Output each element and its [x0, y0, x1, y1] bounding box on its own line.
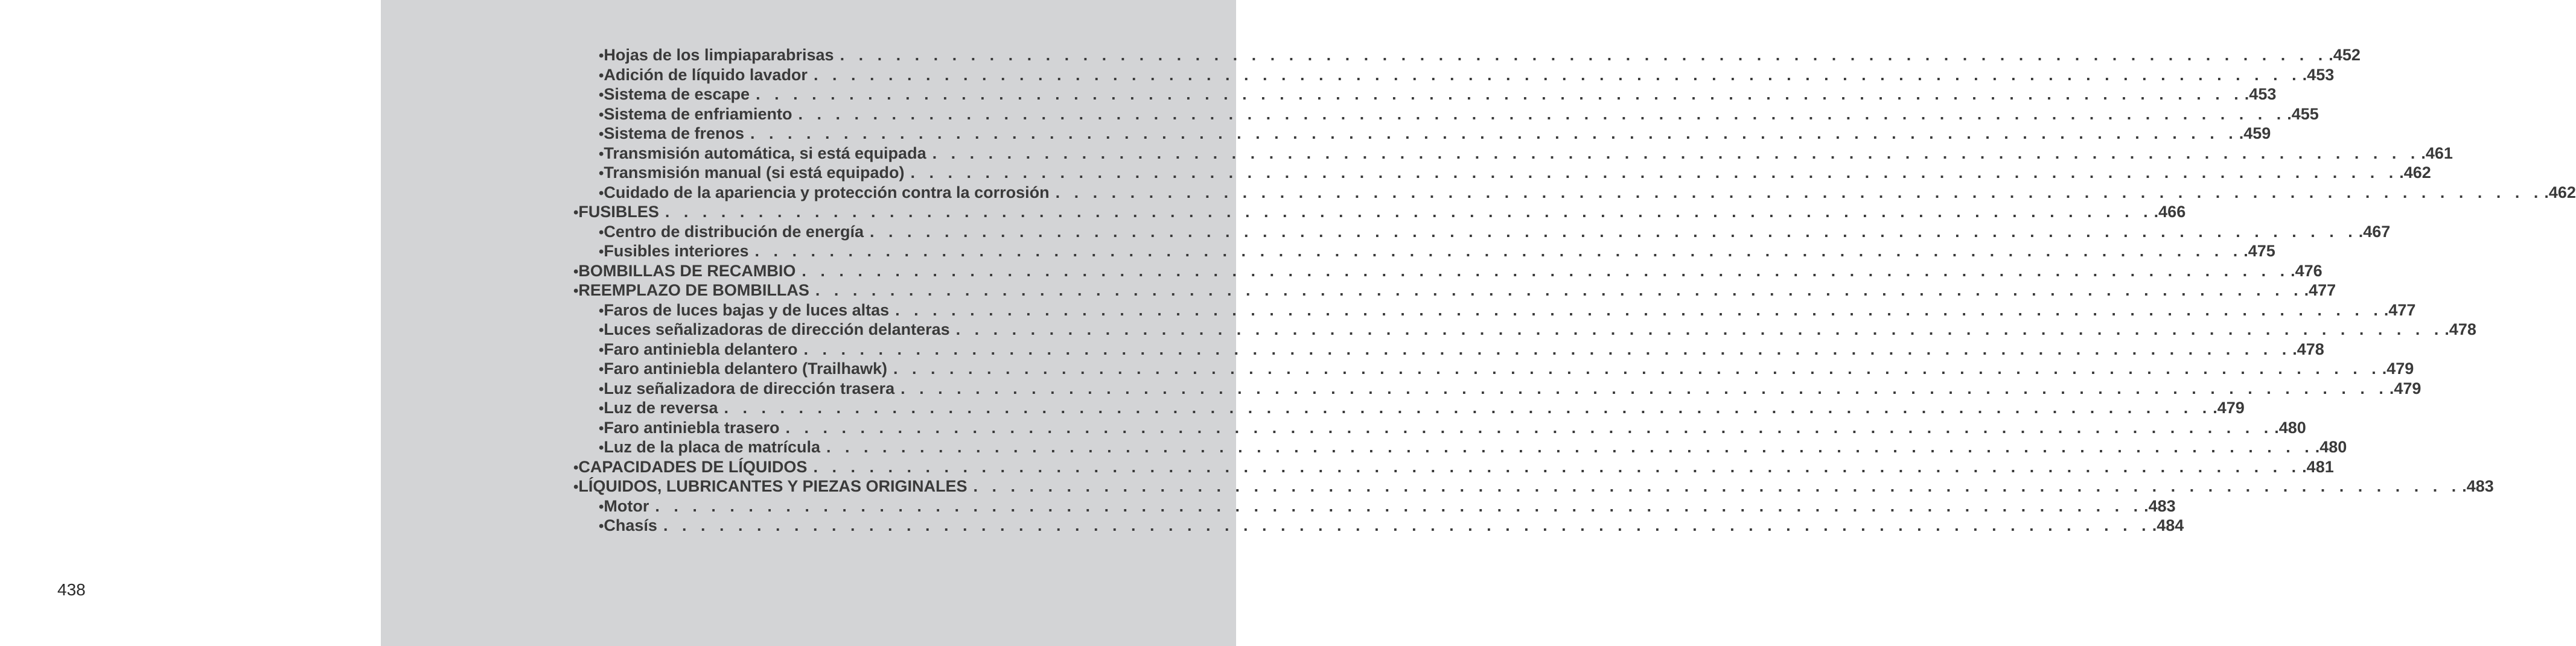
toc-entry[interactable] — [573, 222, 2391, 242]
toc-entry[interactable] — [573, 183, 2576, 203]
toc-entry[interactable] — [573, 457, 2334, 477]
toc-entry-label: Luz de la placa de matrícula — [604, 438, 821, 456]
toc-entry-line — [599, 398, 2245, 418]
dot-leader: . . . . . . . . . . . . . . . . . . . . . . . . . . . . . . . . . . . . . . . . . . . . . . . . . . . . . . . . . . . . . . . . . . . . . . . . . . . . . . . . — [665, 203, 2153, 221]
toc-entry-page: .479 — [2389, 379, 2421, 397]
toc-entry-label: Sistema de enfriamiento — [604, 104, 792, 123]
bullet-icon: • — [599, 224, 604, 241]
toc-entry-page: .462 — [2399, 163, 2431, 182]
toc-entry-label: Faro antiniebla delantero (Trailhawk) — [604, 359, 888, 378]
toc-entry-line — [599, 379, 2421, 399]
toc-entry-line — [599, 496, 2176, 516]
dot-leader: . . . . . . . . . . . . . . . . . . . . . . . . . . . . . . . . . . . . . . . . . . . . . . . . . . . . . . . . . . . . . . . . . . . . . . . . . . . . . . . . — [869, 222, 2358, 241]
toc-entry-page: .462 — [2544, 183, 2576, 201]
toc-entry-line — [599, 65, 2335, 85]
toc-entry-label: REEMPLAZO DE BOMBILLAS — [578, 281, 809, 299]
toc-entry-label: Adición de líquido lavador — [604, 65, 808, 84]
bullet-icon: • — [573, 283, 579, 299]
toc-entry-line — [573, 261, 2323, 281]
toc-entry[interactable] — [573, 477, 2494, 496]
toc-entry-page: .477 — [2383, 300, 2416, 319]
dot-leader: . . . . . . . . . . . . . . . . . . . . . . . . . . . . . . . . . . . . . . . . . . . . . . . . . . . . . . . . . . . . . . . . . . . . . . . . . . . . . . . . — [754, 242, 2243, 260]
dot-leader: . . . . . . . . . . . . . . . . . . . . . . . . . . . . . . . . . . . . . . . . . . . . . . . . . . . . . . . . . . . . . . . . . . . . . . . . . . . . . . . . — [802, 261, 2290, 280]
toc-entry[interactable] — [573, 437, 2347, 457]
toc-entry-page: .476 — [2291, 261, 2323, 280]
bullet-icon: • — [599, 498, 604, 515]
dot-leader: . . . . . . . . . . . . . . . . . . . . . . . . . . . . . . . . . . . . . . . . . . . . . . . . . . . . . . . . . . . . . . . . . . . . . . . . . . . . . . . . — [893, 359, 2381, 378]
toc-entry-line — [573, 202, 2186, 222]
toc-entry-label: Cuidado de la apariencia y protección contra la corrosión — [604, 183, 1050, 201]
toc-entry-label: CAPACIDADES DE LÍQUIDOS — [578, 457, 808, 476]
toc-entry-label: Transmisión manual (si está equipado) — [604, 163, 905, 182]
dot-leader: . . . . . . . . . . . . . . . . . . . . . . . . . . . . . . . . . . . . . . . . . . . . . . . . . . . . . . . . . . . . . . . . . . . . . . . . . . . . . . . . — [826, 438, 2314, 456]
toc-entry-label: Motor — [604, 496, 649, 515]
toc-entry[interactable] — [573, 496, 2176, 516]
toc-entry-line — [599, 340, 2324, 359]
dot-leader: . . . . . . . . . . . . . . . . . . . . . . . . . . . . . . . . . . . . . . . . . . . . . . . . . . . . . . . . . . . . . . . . . . . . . . . . . . . . . . . . — [798, 104, 2286, 123]
toc-entry-page: .480 — [2315, 438, 2347, 456]
toc-entry-page: .478 — [2444, 320, 2476, 338]
toc-entry-line — [573, 477, 2494, 496]
toc-entry-label: Centro de distribución de energía — [604, 222, 864, 241]
toc-entry-line — [599, 84, 2277, 104]
bullet-icon: • — [573, 263, 579, 280]
toc-entry-page: .461 — [2421, 144, 2453, 162]
bullet-icon: • — [599, 518, 604, 534]
toc-entry-label: Sistema de escape — [604, 85, 750, 103]
toc-entry[interactable] — [573, 202, 2186, 222]
toc-entry[interactable] — [573, 300, 2416, 320]
toc-entry-label: Luz señalizadora de dirección trasera — [604, 379, 895, 397]
toc-entry[interactable] — [573, 241, 2275, 261]
toc-entry[interactable] — [573, 84, 2277, 104]
toc-entry-line — [573, 457, 2334, 477]
bullet-icon: • — [599, 381, 604, 397]
bullet-icon: • — [599, 165, 604, 182]
bullet-icon: • — [573, 204, 579, 221]
toc-entry[interactable] — [573, 398, 2245, 418]
toc-entry-line — [599, 516, 2184, 536]
toc-entry-line — [599, 144, 2453, 163]
toc-entry-page: .479 — [2382, 359, 2414, 378]
dot-leader: . . . . . . . . . . . . . . . . . . . . . . . . . . . . . . . . . . . . . . . . . . . . . . . . . . . . . . . . . . . . . . . . . . . . . . . . . . . . . . . . — [815, 281, 2303, 299]
toc-entry-label: LÍQUIDOS, LUBRICANTES Y PIEZAS ORIGINALES — [578, 477, 968, 495]
bullet-icon: • — [599, 420, 604, 437]
toc-entry-label: Hojas de los limpiaparabrisas — [604, 46, 834, 64]
dot-leader: . . . . . . . . . . . . . . . . . . . . . . . . . . . . . . . . . . . . . . . . . . . . . . . . . . . . . . . . . . . . . . . . . . . . . . . . . . . . . . . . — [750, 124, 2238, 142]
toc-entry-page: .484 — [2152, 516, 2184, 534]
toc-entry-label: Transmisión automática, si está equipada — [604, 144, 926, 162]
toc-entry-line — [599, 222, 2391, 242]
toc-entry-page: .467 — [2358, 222, 2391, 241]
dot-leader: . . . . . . . . . . . . . . . . . . . . . . . . . . . . . . . . . . . . . . . . . . . . . . . . . . . . . . . . . . . . . . . . . . . . . . . . . . . . . . . . — [813, 65, 2301, 84]
toc-entry-label: BOMBILLAS DE RECAMBIO — [578, 261, 796, 280]
bullet-icon: • — [573, 479, 579, 495]
toc-entry-page: .483 — [2462, 477, 2494, 495]
bullet-icon: • — [599, 322, 604, 338]
toc-entry[interactable] — [573, 124, 2271, 144]
bullet-icon: • — [599, 185, 604, 201]
bullet-icon: • — [599, 48, 604, 64]
bullet-icon: • — [599, 244, 604, 260]
toc-entry-label: Luz de reversa — [604, 399, 718, 417]
toc-entry-line — [599, 163, 2431, 183]
dot-leader: . . . . . . . . . . . . . . . . . . . . . . . . . . . . . . . . . . . . . . . . . . . . . . . . . . . . . . . . . . . . . . . . . . . . . . . . . . . . . . . . — [724, 399, 2212, 417]
toc-entry[interactable] — [573, 65, 2335, 85]
toc-entry-line — [573, 280, 2336, 300]
toc-entry-page: .480 — [2274, 418, 2306, 437]
toc-entry-line — [599, 418, 2306, 438]
dot-leader: . . . . . . . . . . . . . . . . . . . . . . . . . . . . . . . . . . . . . . . . . . . . . . . . . . . . . . . . . . . . . . . . . . . . . . . . . . . . . . . . — [803, 340, 2292, 358]
toc-entry-label: Faro antiniebla trasero — [604, 418, 780, 437]
toc-entry-page: .481 — [2302, 457, 2334, 476]
toc-entry-line — [599, 359, 2414, 379]
dot-leader: . . . . . . . . . . . . . . . . . . . . . . . . . . . . . . . . . . . . . . . . . . . . . . . . . . . . . . . . . . . . . . . . . . . . . . . . . . . . . . . . — [785, 418, 2274, 437]
toc-entry-page: .459 — [2239, 124, 2271, 142]
toc-entry-page: .477 — [2304, 281, 2336, 299]
bullet-icon: • — [599, 106, 604, 123]
toc-entry[interactable] — [573, 340, 2324, 359]
dot-leader: . . . . . . . . . . . . . . . . . . . . . . . . . . . . . . . . . . . . . . . . . . . . . . . . . . . . . . . . . . . . . . . . . . . . . . . . . . . . . . . . — [973, 477, 2461, 495]
dot-leader: . . . . . . . . . . . . . . . . . . . . . . . . . . . . . . . . . . . . . . . . . . . . . . . . . . . . . . . . . . . . . . . . . . . . . . . . . . . . . . . . — [932, 144, 2420, 162]
dot-leader: . . . . . . . . . . . . . . . . . . . . . . . . . . . . . . . . . . . . . . . . . . . . . . . . . . . . . . . . . . . . . . . . . . . . . . . . . . . . . . . . — [895, 300, 2383, 319]
toc-entry-label: Luces señalizadoras de dirección delanteras — [604, 320, 950, 338]
bullet-icon: • — [599, 87, 604, 103]
toc-entry-label: FUSIBLES — [578, 203, 659, 221]
toc-entry-line — [599, 300, 2416, 320]
toc-entry[interactable] — [573, 379, 2421, 399]
toc-entry-line — [599, 437, 2347, 457]
toc-entry-page: .466 — [2154, 203, 2186, 221]
toc-entry[interactable] — [573, 359, 2414, 379]
bullet-icon: • — [599, 67, 604, 84]
toc-entry-page: .453 — [2244, 85, 2277, 103]
bullet-icon: • — [599, 341, 604, 358]
toc-entry[interactable] — [573, 320, 2476, 340]
toc-entry-label: Fusibles interiores — [604, 242, 749, 260]
toc-entry-line — [599, 320, 2476, 340]
toc-entry[interactable] — [573, 516, 2184, 536]
dot-leader: . . . . . . . . . . . . . . . . . . . . . . . . . . . . . . . . . . . . . . . . . . . . . . . . . . . . . . . . . . . . . . . . . . . . . . . . . . . . . . . . — [756, 85, 2243, 103]
toc-entry-label: Faro antiniebla delantero — [604, 340, 798, 358]
toc-entry-line — [599, 104, 2319, 124]
toc-entry[interactable] — [573, 261, 2323, 281]
toc-entry[interactable] — [573, 104, 2319, 124]
dot-leader: . . . . . . . . . . . . . . . . . . . . . . . . . . . . . . . . . . . . . . . . . . . . . . . . . . . . . . . . . . . . . . . . . . . . . . . . . . . . . . . . — [663, 516, 2151, 534]
bullet-icon: • — [599, 361, 604, 378]
toc-entry[interactable] — [573, 418, 2306, 438]
toc-entry-page: .455 — [2287, 104, 2319, 123]
toc-entry[interactable] — [573, 45, 2361, 65]
bullet-icon: • — [599, 401, 604, 417]
toc-entry-page: .475 — [2243, 242, 2275, 260]
bullet-icon: • — [599, 145, 604, 162]
bullet-icon: • — [573, 459, 579, 476]
toc-entry-line — [599, 124, 2271, 144]
toc-entry-label: Chasís — [604, 516, 657, 534]
left-margin — [0, 0, 381, 646]
toc-entry-page: .483 — [2144, 496, 2176, 515]
toc-entry-label: Sistema de frenos — [604, 124, 744, 142]
dot-leader: . . . . . . . . . . . . . . . . . . . . . . . . . . . . . . . . . . . . . . . . . . . . . . . . . . . . . . . . . . . . . . . . . . . . . . . . . . . . . . . . — [910, 163, 2399, 182]
toc-entry-page: .453 — [2302, 65, 2335, 84]
toc-entry-page: .479 — [2213, 399, 2245, 417]
toc-entry-line — [599, 45, 2361, 65]
toc-entry[interactable] — [573, 144, 2453, 163]
bullet-icon: • — [599, 440, 604, 456]
dot-leader: . . . . . . . . . . . . . . . . . . . . . . . . . . . . . . . . . . . . . . . . . . . . . . . . . . . . . . . . . . . . . . . . . . . . . . . . . . . . . . . . — [813, 457, 2301, 476]
toc-entry[interactable] — [573, 280, 2336, 300]
bullet-icon: • — [599, 126, 604, 142]
dot-leader: . . . . . . . . . . . . . . . . . . . . . . . . . . . . . . . . . . . . . . . . . . . . . . . . . . . . . . . . . . . . . . . . . . . . . . . . . . . . . . . . — [955, 320, 2444, 338]
dot-leader: . . . . . . . . . . . . . . . . . . . . . . . . . . . . . . . . . . . . . . . . . . . . . . . . . . . . . . . . . . . . . . . . . . . . . . . . . . . . . . . . — [1055, 183, 2543, 201]
toc-entry-line — [599, 241, 2275, 261]
dot-leader: . . . . . . . . . . . . . . . . . . . . . . . . . . . . . . . . . . . . . . . . . . . . . . . . . . . . . . . . . . . . . . . . . . . . . . . . . . . . . . . . — [901, 379, 2388, 397]
toc-entry-label: Faros de luces bajas y de luces altas — [604, 300, 890, 319]
bullet-icon: • — [599, 302, 604, 319]
toc-entry-page: .478 — [2292, 340, 2324, 358]
dot-leader: . . . . . . . . . . . . . . . . . . . . . . . . . . . . . . . . . . . . . . . . . . . . . . . . . . . . . . . . . . . . . . . . . . . . . . . . . . . . . . . . — [840, 46, 2328, 64]
toc-entry[interactable] — [573, 163, 2431, 183]
toc-entry-line — [599, 183, 2576, 203]
table-of-contents — [573, 45, 2576, 536]
toc-entry-page: .452 — [2329, 46, 2361, 64]
page-number: 438 — [57, 580, 86, 599]
dot-leader: . . . . . . . . . . . . . . . . . . . . . . . . . . . . . . . . . . . . . . . . . . . . . . . . . . . . . . . . . . . . . . . . . . . . . . . . . . . . . . . . — [655, 496, 2143, 515]
